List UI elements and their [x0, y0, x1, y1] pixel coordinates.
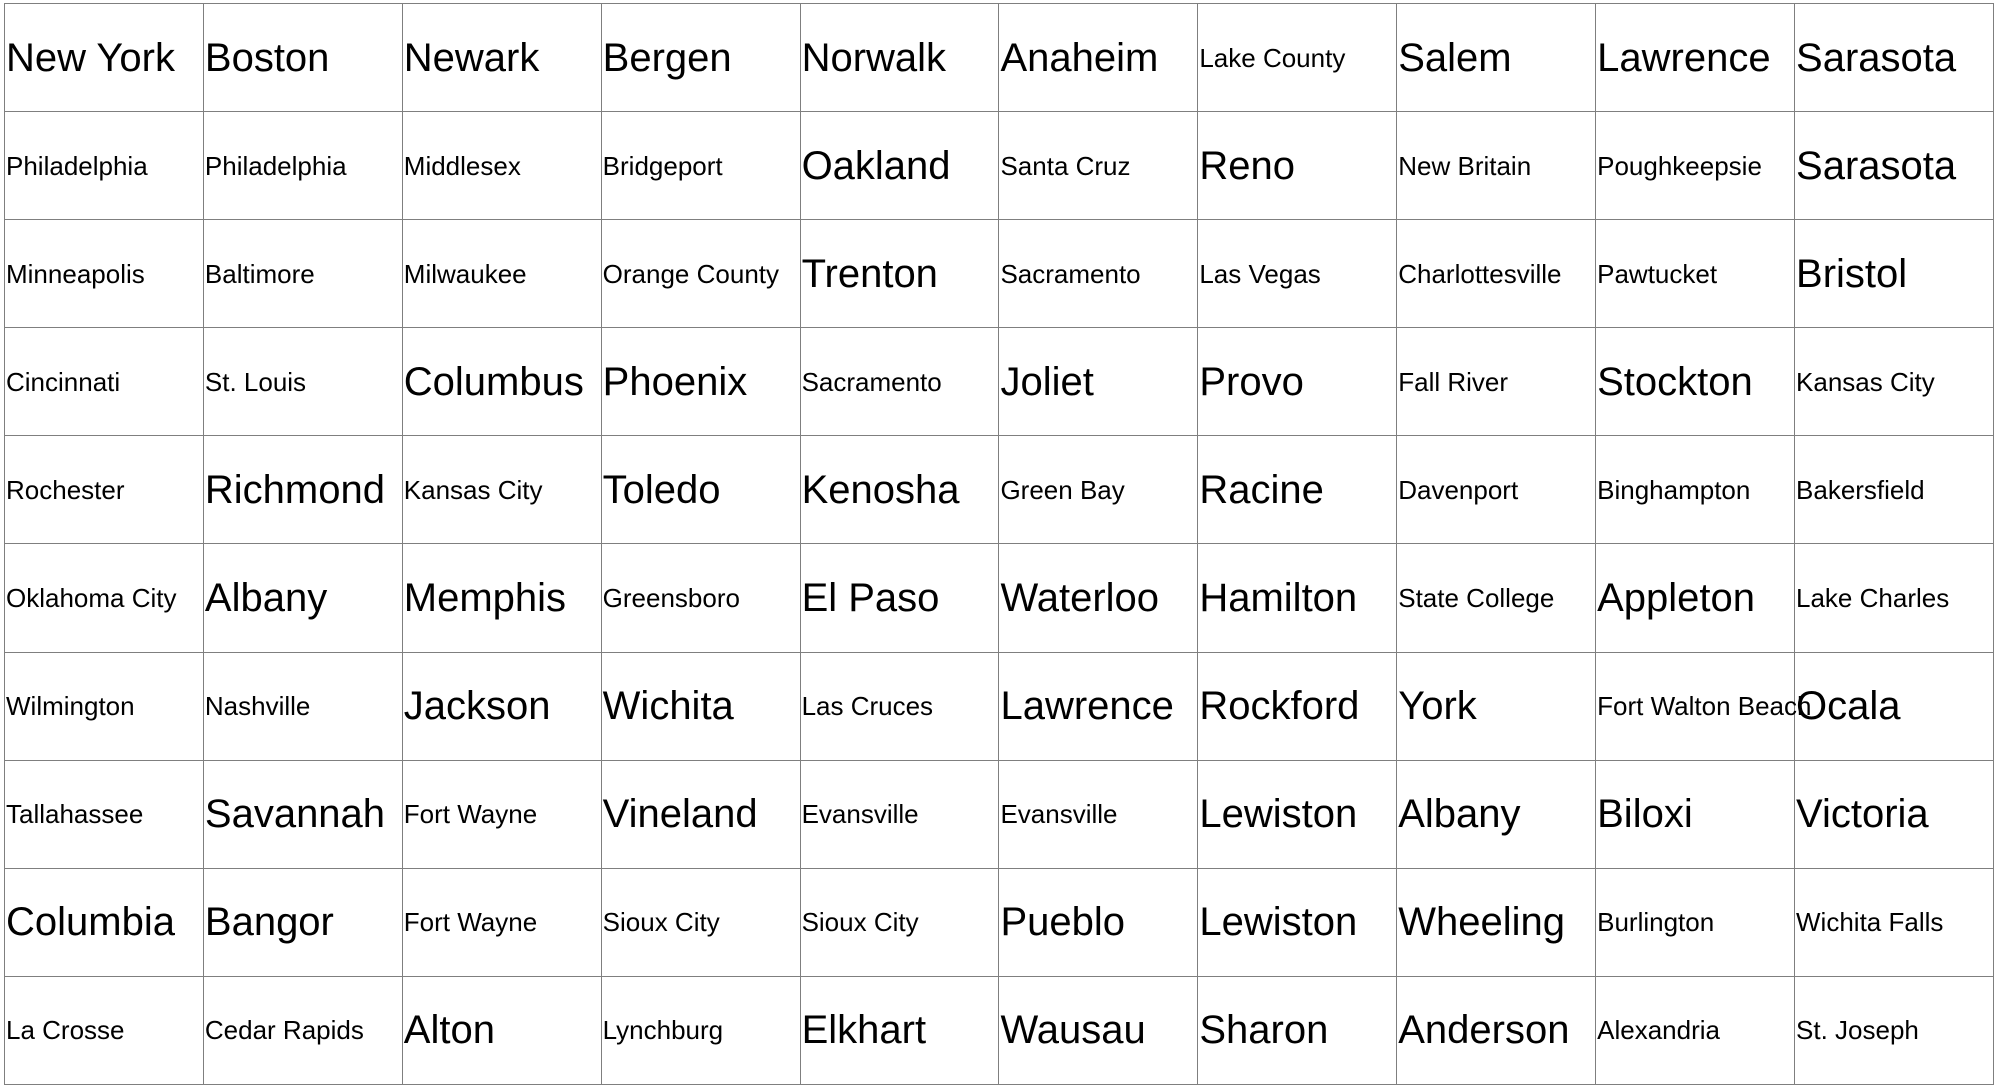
city-cell: Evansville — [800, 760, 999, 868]
city-cell: Evansville — [999, 760, 1198, 868]
city-cell: Pueblo — [999, 868, 1198, 976]
city-cell: Las Cruces — [800, 652, 999, 760]
city-cell: Elkhart — [800, 976, 999, 1084]
city-cell: Kenosha — [800, 436, 999, 544]
city-cell: Lynchburg — [601, 976, 800, 1084]
city-cell: York — [1397, 652, 1596, 760]
city-cell: Green Bay — [999, 436, 1198, 544]
city-cell: Bridgeport — [601, 112, 800, 220]
city-cell: Waterloo — [999, 544, 1198, 652]
city-cell: Wheeling — [1397, 868, 1596, 976]
city-cell: Lake Charles — [1795, 544, 1994, 652]
city-cell: Wilmington — [5, 652, 204, 760]
city-cell: Stockton — [1596, 328, 1795, 436]
city-cell: Bergen — [601, 4, 800, 112]
city-cell: Sarasota — [1795, 4, 1994, 112]
city-cell: Bakersfield — [1795, 436, 1994, 544]
city-cell: Lake County — [1198, 4, 1397, 112]
city-cell: Oakland — [800, 112, 999, 220]
city-cell: Wichita Falls — [1795, 868, 1994, 976]
table-row — [5, 436, 1994, 544]
city-cell: Biloxi — [1596, 760, 1795, 868]
city-cell: Philadelphia — [5, 112, 204, 220]
table-row — [5, 328, 1994, 436]
city-cell: Nashville — [203, 652, 402, 760]
table-row — [5, 868, 1994, 976]
city-cell: Rockford — [1198, 652, 1397, 760]
city-cell: Columbia — [5, 868, 204, 976]
city-cell: Davenport — [1397, 436, 1596, 544]
city-cell: Orange County — [601, 220, 800, 328]
city-cell: Lewiston — [1198, 868, 1397, 976]
city-cell: Sharon — [1198, 976, 1397, 1084]
city-cell: Las Vegas — [1198, 220, 1397, 328]
city-cell: Richmond — [203, 436, 402, 544]
city-cell: Victoria — [1795, 760, 1994, 868]
city-cell: Boston — [203, 4, 402, 112]
city-cell: Newark — [402, 4, 601, 112]
city-cell: Savannah — [203, 760, 402, 868]
city-cell: Salem — [1397, 4, 1596, 112]
city-cell: Sacramento — [800, 328, 999, 436]
table-row — [5, 760, 1994, 868]
table-row — [5, 976, 1994, 1084]
city-cell: Provo — [1198, 328, 1397, 436]
city-cell: Alton — [402, 976, 601, 1084]
city-cell: Reno — [1198, 112, 1397, 220]
city-cell: Poughkeepsie — [1596, 112, 1795, 220]
city-cell: Pawtucket — [1596, 220, 1795, 328]
city-cell: New York — [5, 4, 204, 112]
table-row — [5, 4, 1994, 112]
city-cell: Oklahoma City — [5, 544, 204, 652]
city-cell: Albany — [203, 544, 402, 652]
city-cell: Fort Walton Beach — [1596, 652, 1795, 760]
city-cell: Alexandria — [1596, 976, 1795, 1084]
city-grid-table — [4, 3, 1994, 1085]
city-cell: Lawrence — [1596, 4, 1795, 112]
table-row — [5, 652, 1994, 760]
city-cell: State College — [1397, 544, 1596, 652]
city-cell: Appleton — [1596, 544, 1795, 652]
city-cell: Memphis — [402, 544, 601, 652]
city-cell: Ocala — [1795, 652, 1994, 760]
city-cell: Wichita — [601, 652, 800, 760]
city-cell: Sacramento — [999, 220, 1198, 328]
city-cell: Columbus — [402, 328, 601, 436]
city-cell: Trenton — [800, 220, 999, 328]
city-cell: Wausau — [999, 976, 1198, 1084]
city-cell: Burlington — [1596, 868, 1795, 976]
city-cell: Sarasota — [1795, 112, 1994, 220]
table-row — [5, 112, 1994, 220]
city-cell: Joliet — [999, 328, 1198, 436]
city-cell: Cincinnati — [5, 328, 204, 436]
city-cell: El Paso — [800, 544, 999, 652]
city-cell: Charlottesville — [1397, 220, 1596, 328]
city-cell: Albany — [1397, 760, 1596, 868]
city-cell: Fall River — [1397, 328, 1596, 436]
city-cell: Tallahassee — [5, 760, 204, 868]
city-cell: Fort Wayne — [402, 760, 601, 868]
city-grid-body — [5, 4, 1994, 1085]
city-cell: Greensboro — [601, 544, 800, 652]
city-cell: Anaheim — [999, 4, 1198, 112]
city-cell: Cedar Rapids — [203, 976, 402, 1084]
city-cell: Milwaukee — [402, 220, 601, 328]
table-row — [5, 220, 1994, 328]
city-cell: Baltimore — [203, 220, 402, 328]
city-cell: New Britain — [1397, 112, 1596, 220]
city-cell: Minneapolis — [5, 220, 204, 328]
city-cell: Sioux City — [601, 868, 800, 976]
city-cell: Kansas City — [402, 436, 601, 544]
city-cell: Bristol — [1795, 220, 1994, 328]
city-cell: Racine — [1198, 436, 1397, 544]
city-cell: Lewiston — [1198, 760, 1397, 868]
city-cell: Toledo — [601, 436, 800, 544]
city-cell: Kansas City — [1795, 328, 1994, 436]
city-cell: Fort Wayne — [402, 868, 601, 976]
city-cell: Vineland — [601, 760, 800, 868]
city-cell: St. Joseph — [1795, 976, 1994, 1084]
city-cell: Philadelphia — [203, 112, 402, 220]
city-cell: Binghampton — [1596, 436, 1795, 544]
city-cell: Lawrence — [999, 652, 1198, 760]
city-cell: Norwalk — [800, 4, 999, 112]
city-cell: Rochester — [5, 436, 204, 544]
city-cell: Phoenix — [601, 328, 800, 436]
city-cell: Sioux City — [800, 868, 999, 976]
city-cell: St. Louis — [203, 328, 402, 436]
city-cell: Jackson — [402, 652, 601, 760]
city-cell: Middlesex — [402, 112, 601, 220]
city-cell: Hamilton — [1198, 544, 1397, 652]
city-cell: Santa Cruz — [999, 112, 1198, 220]
table-row — [5, 544, 1994, 652]
city-cell: Anderson — [1397, 976, 1596, 1084]
city-cell: La Crosse — [5, 976, 204, 1084]
city-cell: Bangor — [203, 868, 402, 976]
